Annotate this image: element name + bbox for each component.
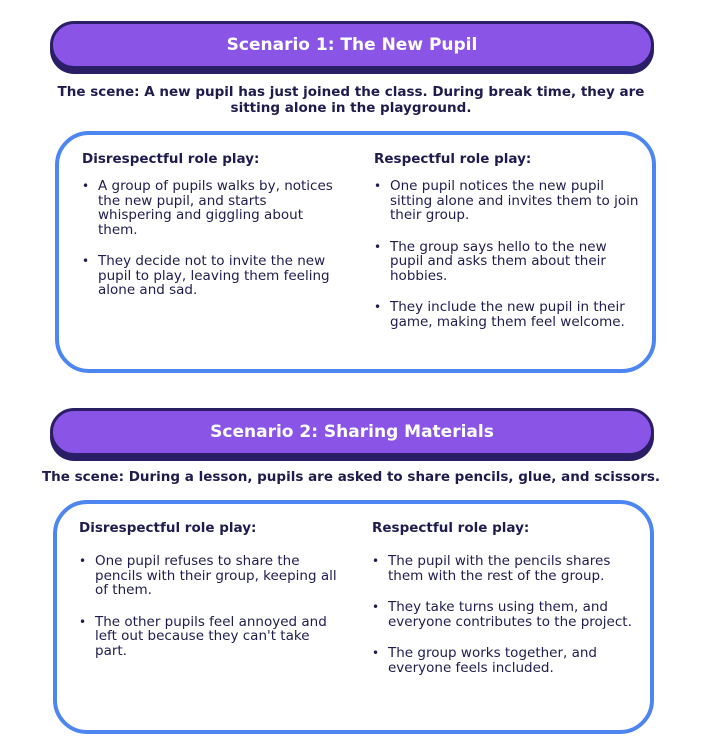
list-item: • A group of pupils walks by, notices the new pupil, and starts whispering and giggling about them. [82, 179, 344, 237]
scenario-2-respectful-heading: Respectful role play: [372, 520, 530, 536]
scenario-1-title-banner [50, 21, 654, 69]
scenario-1-respectful-list [374, 179, 644, 329]
scenario-2-disrespectful-column [79, 520, 341, 670]
list-item: • They decide not to invite the new pupil to play, leaving them feeling alone and sad. [82, 254, 344, 298]
scenario-1-disrespectful-column [82, 151, 344, 310]
list-item: • One pupil refuses to share the pencils with their group, keeping all of them. [79, 554, 341, 598]
scenario-2-respectful-list [372, 554, 642, 675]
list-item: • They include the new pupil in their game, making them feel welcome. [374, 300, 644, 329]
list-item: • The group works together, and everyone feels included. [372, 646, 642, 675]
scenario-1-disrespectful-list [82, 179, 344, 298]
scenario-2-title-banner [50, 408, 654, 456]
scenario-2-disrespectful-heading: Disrespectful role play: [79, 520, 257, 536]
list-item: • The group says hello to the new pupil and asks them about their hobbies. [374, 240, 644, 284]
scenario-2-scene-text: The scene: During a lesson, pupils are asked to share pencils, glue, and scissors. [41, 469, 661, 485]
scenario-2-respectful-column [372, 520, 642, 687]
list-item: • They take turns using them, and everyone contributes to the project. [372, 600, 642, 629]
scenario-1-card [55, 131, 656, 373]
scenario-1-scene-text: The scene: A new pupil has just joined the class. During break time, they are sitting alone in the playground. [57, 84, 645, 116]
list-item: • The pupil with the pencils shares them with the rest of the group. [372, 554, 642, 583]
scenario-2-disrespectful-list [79, 554, 341, 658]
scenario-1-disrespectful-heading: Disrespectful role play: [82, 151, 260, 167]
scenario-2-card [53, 500, 654, 734]
list-item: • One pupil notices the new pupil sitting alone and invites them to join their group. [374, 179, 644, 223]
scenario-1-respectful-heading: Respectful role play: [374, 151, 532, 167]
scenario-1-title: Scenario 1: The New Pupil [226, 35, 478, 55]
list-item: • The other pupils feel annoyed and left out because they can't take part. [79, 615, 341, 659]
scenario-2-title: Scenario 2: Sharing Materials [210, 422, 494, 442]
scenario-1-respectful-column [374, 151, 644, 341]
